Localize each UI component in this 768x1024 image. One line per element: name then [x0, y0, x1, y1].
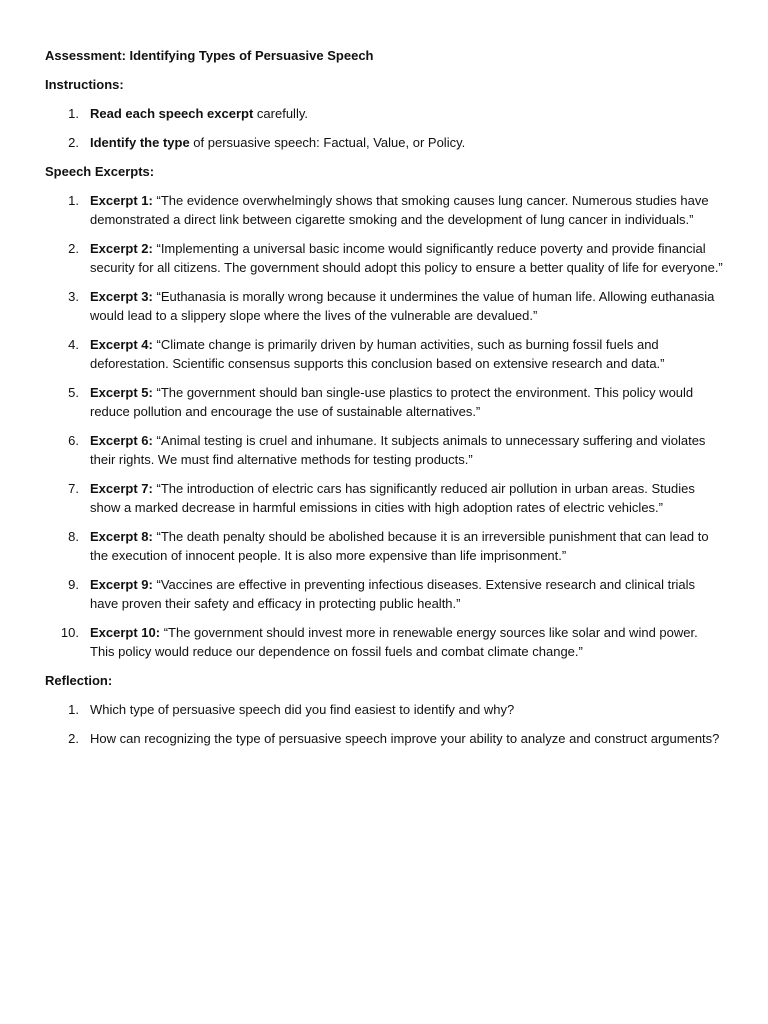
list-number: 9.	[68, 577, 79, 592]
instructions-heading: Instructions:	[45, 77, 124, 92]
list-number: 6.	[68, 433, 79, 448]
list-number: 10.	[60, 625, 79, 640]
excerpt-label: Excerpt 1:	[90, 193, 153, 208]
list-number: 7.	[68, 481, 79, 496]
excerpt-text: “Animal testing is cruel and inhumane. It subjects animals to unnecessary suffering and violates their rights. We must find alternative methods for testing products.”	[90, 433, 706, 467]
excerpt-item	[45, 623, 724, 661]
excerpts-heading: Speech Excerpts:	[45, 164, 155, 179]
excerpt-label: Excerpt 3:	[90, 289, 153, 304]
reflection-item	[45, 729, 724, 748]
excerpt-item	[45, 239, 724, 277]
list-number: 2.	[68, 135, 79, 150]
reflection-question: How can recognizing the type of persuasive speech improve your ability to analyze and construct arguments?	[90, 731, 720, 746]
list-number: 8.	[68, 529, 79, 544]
instruction-bold-text: Read each speech excerpt	[90, 106, 254, 121]
excerpt-item	[45, 335, 724, 373]
instruction-item	[45, 133, 724, 152]
excerpt-label: Excerpt 10:	[90, 625, 161, 640]
reflection-heading: Reflection:	[45, 673, 113, 688]
excerpt-text: “The government should invest more in renewable energy sources like solar and wind power. This policy would reduce our dependence on fossil fuels and combat climate change.”	[90, 625, 698, 659]
instructions-list	[45, 104, 724, 152]
excerpt-label: Excerpt 7:	[90, 481, 153, 496]
excerpt-text: “Euthanasia is morally wrong because it undermines the value of human life. Allowing euthanasia would lead to a slippery slope where the lives of the vulnerable are devalued.”	[90, 289, 715, 323]
excerpt-item	[45, 575, 724, 613]
reflection-item	[45, 700, 724, 719]
excerpt-text: “Climate change is primarily driven by human activities, such as burning fossil fuels and deforestation. Scientific consensus supports this conclusion based on extensive research and data.”	[90, 337, 665, 371]
page-title: Assessment: Identifying Types of Persuasive Speech	[45, 48, 374, 63]
instruction-item	[45, 104, 724, 123]
excerpt-label: Excerpt 2:	[90, 241, 153, 256]
list-number: 3.	[68, 289, 79, 304]
list-number: 2.	[68, 731, 79, 746]
excerpt-text: “The evidence overwhelmingly shows that smoking causes lung cancer. Numerous studies have demonstrated a direct link between cigarette smoking and the development of lung cancer in individuals.”	[90, 193, 709, 227]
excerpt-label: Excerpt 8:	[90, 529, 153, 544]
reflection-list	[45, 700, 724, 748]
excerpt-text: “Vaccines are effective in preventing infectious diseases. Extensive research and clinical trials have proven their safety and efficacy in protecting public health.”	[90, 577, 696, 611]
excerpt-item	[45, 479, 724, 517]
reflection-question: Which type of persuasive speech did you find easiest to identify and why?	[90, 702, 515, 717]
excerpt-label: Excerpt 5:	[90, 385, 153, 400]
excerpt-item	[45, 383, 724, 421]
instruction-bold-text: Identify the type	[90, 135, 190, 150]
excerpt-label: Excerpt 9:	[90, 577, 153, 592]
excerpt-text: “The death penalty should be abolished because it is an irreversible punishment that can lead to the execution of innocent people. It is also more expensive than life imprisonment.”	[90, 529, 709, 563]
list-number: 1.	[68, 193, 79, 208]
excerpt-item	[45, 527, 724, 565]
excerpt-text: “The government should ban single-use plastics to protect the environment. This policy would reduce pollution and encourage the use of sustainable alternatives.”	[90, 385, 694, 419]
excerpt-text: “Implementing a universal basic income would significantly reduce poverty and provide financial security for all citizens. The government should adopt this policy to ensure a better quality of life for everyone.”	[90, 241, 723, 275]
excerpt-label: Excerpt 4:	[90, 337, 153, 352]
excerpt-item	[45, 431, 724, 469]
list-number: 5.	[68, 385, 79, 400]
list-number: 4.	[68, 337, 79, 352]
excerpt-item	[45, 287, 724, 325]
instruction-text: of persuasive speech: Factual, Value, or Policy.	[189, 135, 466, 150]
excerpt-text: “The introduction of electric cars has significantly reduced air pollution in urban areas. Studies show a marked decrease in harmful emissions in cities with high adoption rates of electric vehicles.”	[90, 481, 695, 515]
excerpt-item	[45, 191, 724, 229]
excerpts-list	[45, 191, 724, 661]
excerpt-label: Excerpt 6:	[90, 433, 153, 448]
instruction-text: carefully.	[253, 106, 308, 121]
list-number: 1.	[68, 106, 79, 121]
list-number: 2.	[68, 241, 79, 256]
list-number: 1.	[68, 702, 79, 717]
